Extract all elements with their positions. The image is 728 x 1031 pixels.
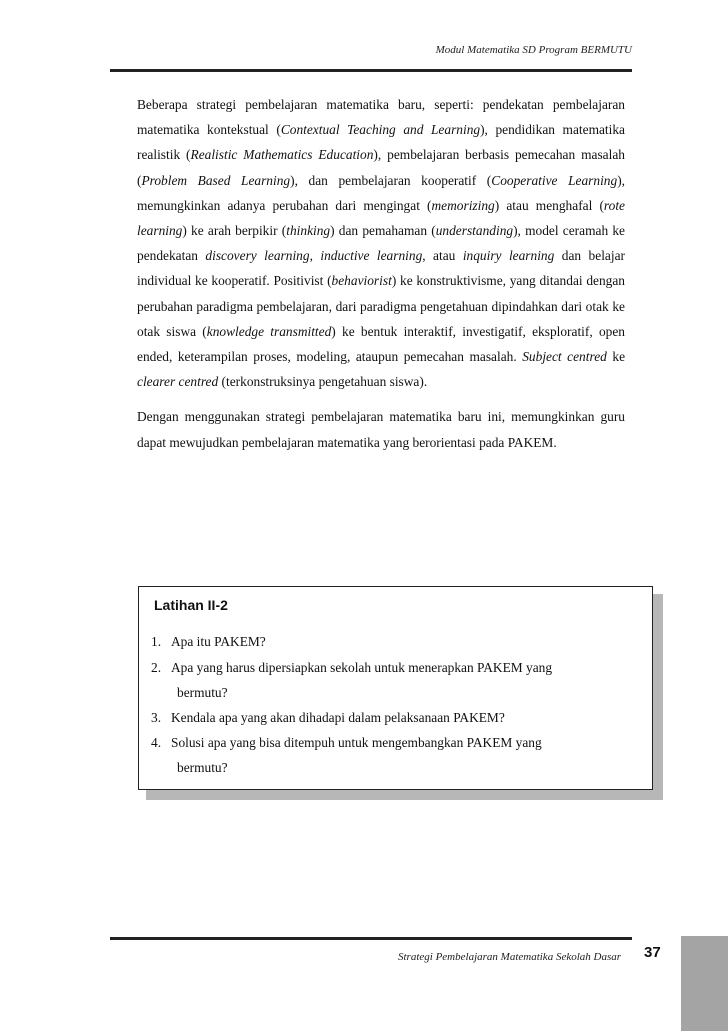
question-number: 1. [151, 634, 162, 649]
text-run: dan belajar individual ke kooperatif. Positivist ( [137, 248, 625, 289]
italic-term: memorizing [431, 197, 495, 213]
italic-term: knowledge transmitted [206, 323, 332, 339]
question-number: 3. [151, 710, 162, 725]
italic-term: clearer centred [137, 374, 219, 390]
italic-term: Cooperative Learning [491, 172, 618, 188]
running-header: Modul Matematika SD Program BERMUTU [435, 44, 632, 56]
exercise-question [151, 629, 645, 654]
header-rule [110, 69, 632, 72]
italic-term: understanding [435, 223, 514, 239]
body-text [137, 92, 625, 455]
text-run: , [309, 248, 321, 264]
text-run: ) ke bentuk interaktif, investigatif, eksploratif, open ended, keterampilan proses, modeling, ataupun pemecahan masalah. [137, 323, 625, 365]
question-text: Apa yang harus dipersiapkan sekolah untuk menerapkan PAKEM yang [171, 660, 553, 675]
italic-term: thinking [286, 223, 331, 239]
text-run: ), dan pembelajaran kooperatif ( [290, 172, 492, 188]
exercise-title: Latihan II-2 [154, 597, 228, 613]
text-run: ) ke arah berpikir ( [182, 223, 287, 239]
text-run: ke [606, 349, 626, 365]
page-edge-tab [681, 936, 728, 1031]
text-run: ) ke konstruktivisme, yang ditandai dengan perubahan paradigma pembelajaran, dari paradigma pengetahuan dipindahkan dari otak ke otak siswa ( [137, 273, 626, 339]
italic-term: rote learning [137, 197, 625, 239]
exercise-question [151, 705, 645, 730]
exercise-question [151, 730, 645, 780]
italic-term: discovery learning [205, 248, 310, 264]
exercise-question [151, 655, 645, 705]
exercise-box [138, 586, 653, 790]
text-run: ), model ceramah ke pendekatan [137, 223, 625, 264]
question-number: 2. [151, 660, 162, 675]
text-run: ), pembelajaran berbasis pemecahan masalah ( [137, 147, 625, 188]
text-run: , atau [422, 248, 463, 264]
text-run: Beberapa strategi pembelajaran matematika baru, seperti: pendekatan pembelajaran matematika kontekstual ( [137, 97, 625, 138]
text-run: ) dan pemahaman ( [330, 223, 436, 239]
text-run: ) atau menghafal ( [494, 197, 604, 213]
italic-term: inquiry learning [462, 248, 555, 264]
italic-term: inductive learning [320, 248, 423, 264]
question-text: Apa itu PAKEM? [171, 634, 266, 649]
page-number: 37 [644, 944, 661, 961]
text-run: (terkonstruksinya pengetahuan siswa). [218, 374, 428, 390]
paragraph-pakem: Dengan menggunakan strategi pembelajaran matematika baru ini, memungkinkan guru dapat mewujudkan pembelajaran matematika yang berorientasi pada PAKEM. [137, 409, 625, 450]
text-run: ), pendidikan matematika realistik ( [137, 122, 626, 163]
footer-rule [110, 937, 632, 940]
question-text-continued: bermutu? [177, 760, 228, 775]
italic-term: behaviorist [331, 273, 392, 289]
italic-term: Contextual Teaching and Learning [280, 122, 481, 138]
italic-term: Realistic Mathematics Education [190, 147, 374, 163]
question-number: 4. [151, 735, 162, 750]
italic-term: Subject centred [522, 349, 607, 365]
question-text: Solusi apa yang bisa ditempuh untuk mengembangkan PAKEM yang [171, 735, 542, 750]
text-run: ), memungkinkan adanya perubahan dari mengingat ( [137, 172, 625, 213]
question-text: Kendala apa yang akan dihadapi dalam pelaksanaan PAKEM? [171, 710, 505, 725]
italic-term: Problem Based Learning [141, 172, 291, 188]
paragraph-strategies [137, 92, 625, 394]
running-footer: Strategi Pembelajaran Matematika Sekolah Dasar [398, 951, 622, 963]
question-text-continued: bermutu? [177, 685, 228, 700]
